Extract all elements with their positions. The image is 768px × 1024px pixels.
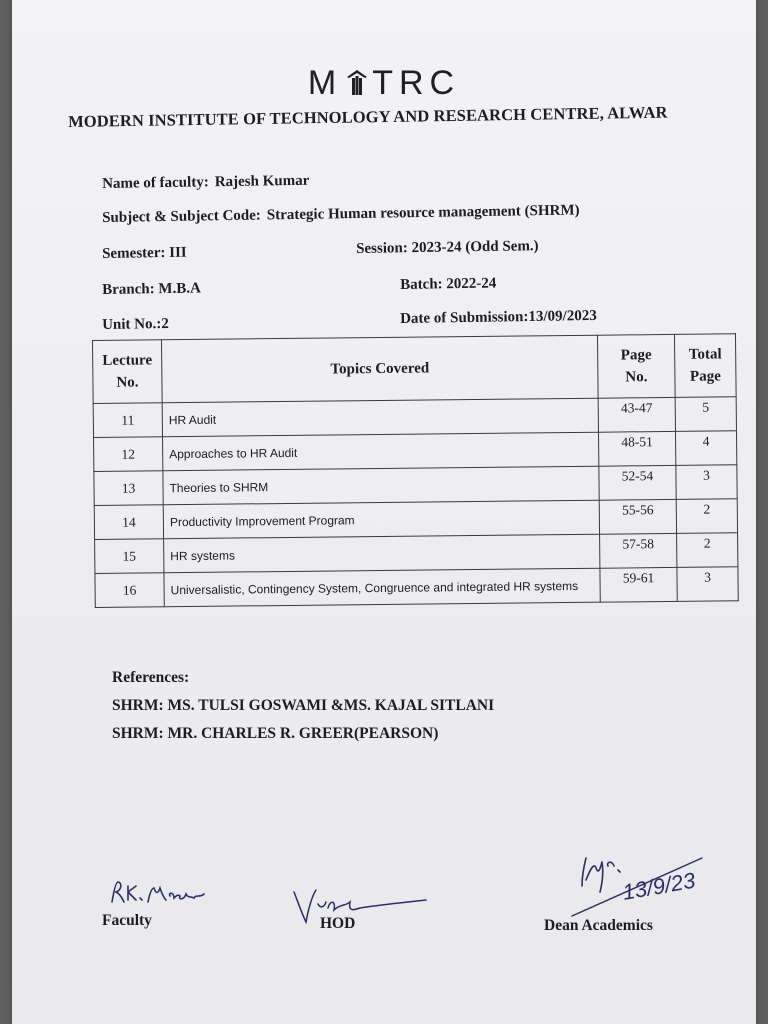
faculty-label: Name of faculty: xyxy=(102,174,209,192)
branch: Branch: M.B.A xyxy=(102,280,201,298)
header-page-line2: No. xyxy=(625,369,648,386)
unit-number: Unit No.:2 xyxy=(102,315,169,333)
submission-date: Date of Submission:13/09/2023 xyxy=(400,307,597,327)
page-range: 43-47 xyxy=(598,397,675,432)
header-total-line1: Total xyxy=(688,346,722,363)
faculty-label: Faculty xyxy=(102,912,152,929)
subject-line xyxy=(102,203,580,227)
total-pages: 3 xyxy=(677,567,738,602)
lecture-number: 16 xyxy=(95,573,164,608)
header-total xyxy=(674,334,736,398)
batch: Batch: 2022-24 xyxy=(400,275,497,293)
header-lecture-line2: No. xyxy=(116,374,139,391)
logo-letters-trc: TRC xyxy=(372,64,461,102)
hod-label: HOD xyxy=(320,915,356,932)
header-lecture-line1: Lecture xyxy=(102,352,153,369)
topic-cell: Universalistic, Contingency System, Congruence and integrated HR systems xyxy=(164,568,600,607)
logo-tower-icon xyxy=(344,68,370,96)
faculty-value: Rajesh Kumar xyxy=(214,172,310,191)
total-pages: 5 xyxy=(675,397,736,432)
subject-label: Subject & Subject Code: xyxy=(102,207,261,226)
institute-logo xyxy=(12,64,756,103)
total-pages: 2 xyxy=(677,533,738,568)
table-row xyxy=(95,567,738,608)
total-pages: 4 xyxy=(675,431,736,466)
header-page-line1: Page xyxy=(620,347,652,364)
references-section xyxy=(112,664,494,748)
page-range: 48-51 xyxy=(598,431,675,466)
topic-cell: Productivity Improvement Program xyxy=(163,500,599,539)
topic-cell: HR systems xyxy=(164,534,600,573)
topic-cell: Approaches to HR Audit xyxy=(163,432,599,471)
lecture-number: 12 xyxy=(94,437,163,472)
hod-signature xyxy=(290,886,430,926)
reference-item: SHRM: MS. TULSI GOSWAMI &MS. KAJAL SITLANI xyxy=(112,697,495,714)
lecture-number: 15 xyxy=(95,539,164,574)
topics-table xyxy=(92,333,739,608)
document-page xyxy=(12,0,756,1024)
logo-letter-m: M xyxy=(307,64,343,102)
topic-cell: HR Audit xyxy=(162,398,598,437)
institute-name: MODERN INSTITUTE OF TECHNOLOGY AND RESEARCH CENTRE, ALWAR xyxy=(68,102,668,131)
session: Session: 2023-24 (Odd Sem.) xyxy=(356,238,539,257)
dean-signature xyxy=(572,840,722,920)
page-range: 57-58 xyxy=(600,533,677,568)
page-range: 52-54 xyxy=(599,465,676,500)
total-pages: 3 xyxy=(676,465,737,500)
page-range: 59-61 xyxy=(600,567,677,602)
lecture-number: 13 xyxy=(94,471,163,506)
lecture-number: 14 xyxy=(94,505,163,540)
faculty-line xyxy=(102,173,309,193)
total-pages: 2 xyxy=(676,499,737,534)
topic-cell: Theories to SHRM xyxy=(163,466,599,505)
semester: Semester: III xyxy=(102,244,187,262)
header-topics: Topics Covered xyxy=(162,335,599,403)
header-page xyxy=(597,334,675,398)
dean-label: Dean Academics xyxy=(544,917,653,934)
reference-item: SHRM: MR. CHARLES R. GREER(PEARSON) xyxy=(112,725,439,742)
header-total-line2: Page xyxy=(689,368,721,385)
page-range: 55-56 xyxy=(599,499,676,534)
table-header-row xyxy=(93,334,737,404)
dean-signature-date: 13/9/23 xyxy=(620,867,698,905)
subject-value: Strategic Human resource management (SHRM) xyxy=(266,202,580,224)
references-title: References: xyxy=(112,669,190,686)
lecture-number: 11 xyxy=(93,403,162,438)
faculty-signature xyxy=(108,876,208,910)
header-lecture xyxy=(93,340,163,404)
